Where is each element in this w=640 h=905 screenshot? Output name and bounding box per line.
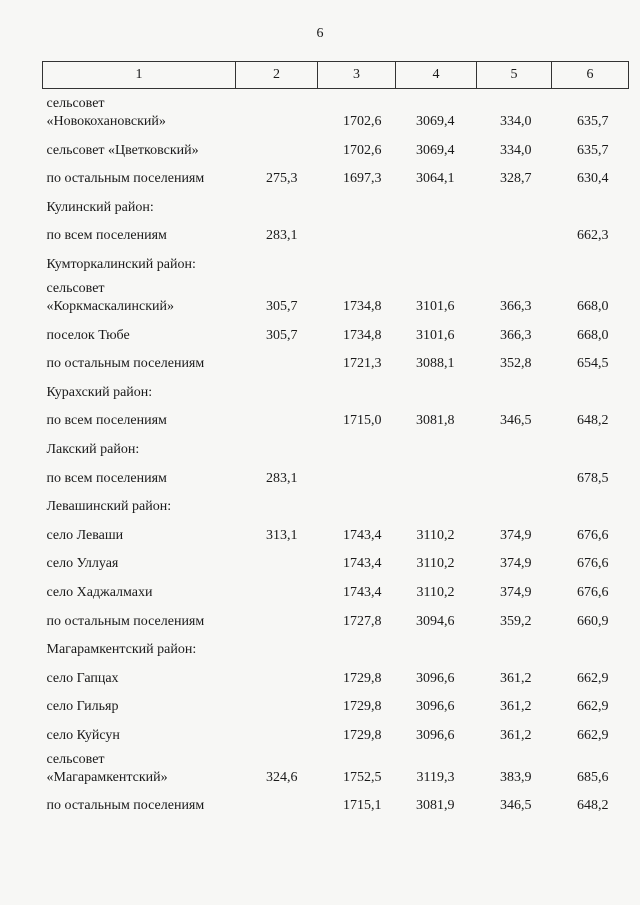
table-row [43,787,629,816]
table-row [43,131,629,160]
table-row [43,274,629,316]
value-col5-cell: 346,5 [500,798,532,814]
settlement-name-cell: сельсовет «Коркмаскалинский» [46,280,175,314]
value-col2-cell [236,787,318,816]
value-col4-cell: 3101,6 [416,298,455,314]
settlement-name-cell: Лакский район: [46,441,140,457]
value-col4-cell: 3119,3 [416,769,455,785]
value-col2-cell [236,602,318,631]
table-row [43,345,629,374]
value-col2-cell [236,131,318,160]
value-col5-cell: 374,9 [500,527,532,543]
value-col6-cell: 668,0 [577,327,609,343]
value-col4-cell [396,217,477,246]
value-col2-cell [236,659,318,688]
value-col4-cell [396,488,477,517]
value-col6-cell [552,488,629,517]
settlement-name-cell: Левашинский район: [46,499,172,515]
value-col6-cell: 635,7 [577,142,609,158]
value-col3-cell: 1729,8 [343,727,382,743]
value-col4-cell: 3064,1 [416,171,455,187]
value-col5-cell [477,245,552,274]
table-row [43,573,629,602]
settlement-name-cell: Кулинский район: [46,199,154,215]
settlement-name-cell: сельсовет «Магарамкентский» [46,751,168,785]
value-col5-cell: 346,5 [500,413,532,429]
page-number: 6 [316,26,324,41]
value-col3-cell [318,188,396,217]
value-col2-cell [236,430,318,459]
value-col6-cell: 676,6 [577,527,609,543]
column-header-3: 3 [318,62,396,89]
settlement-name-cell: село Леваши [46,527,124,543]
tariff-table [42,61,629,815]
value-col3-cell [318,459,396,488]
value-col5-cell [477,373,552,402]
value-col2-cell: 283,1 [266,470,298,486]
value-col3-cell: 1721,3 [343,356,382,372]
value-col3-cell: 1743,4 [343,584,382,600]
value-col6-cell: 660,9 [577,613,609,629]
value-col6-cell [552,188,629,217]
value-col5-cell: 359,2 [500,613,532,629]
value-col6-cell: 685,6 [577,769,609,785]
settlement-name-cell: сельсовет «Новокохановский» [46,96,166,129]
value-col2-cell [236,373,318,402]
settlement-name-cell: село Гильяр [46,699,119,715]
table-row [43,89,629,132]
value-col5-cell [477,430,552,459]
value-col6-cell: 678,5 [577,470,609,486]
value-col6-cell: 676,6 [577,556,609,572]
settlement-name-cell: Курахский район: [46,384,153,400]
value-col3-cell [318,631,396,660]
value-col3-cell [318,217,396,246]
value-col6-cell: 662,9 [577,699,609,715]
value-col4-cell [396,459,477,488]
value-col5-cell: 352,8 [500,356,532,372]
value-col2-cell [236,488,318,517]
value-col5-cell: 328,7 [500,171,532,187]
value-col2-cell: 283,1 [266,228,298,244]
value-col4-cell: 3110,2 [416,556,455,572]
value-col4-cell: 3081,8 [416,413,455,429]
value-col5-cell: 374,9 [500,584,532,600]
value-col4-cell: 3101,6 [416,327,455,343]
table-row [43,459,629,488]
table-row [43,745,629,787]
column-header-1: 1 [43,62,236,89]
value-col6-cell [552,631,629,660]
value-col3-cell: 1702,6 [343,142,382,158]
value-col3-cell: 1752,5 [343,769,382,785]
value-col3-cell [318,373,396,402]
value-col3-cell [318,245,396,274]
table-row [43,716,629,745]
table-row [43,516,629,545]
settlement-name-cell: по всем поселениям [46,228,167,244]
value-col5-cell [477,631,552,660]
settlement-name-cell: село Гапцах [46,670,119,686]
table-row [43,688,629,717]
table-row [43,488,629,517]
settlement-name-cell: по остальным поселениям [46,356,205,372]
settlement-name-cell: поселок Тюбе [46,327,130,343]
value-col6-cell: 630,4 [577,171,609,187]
value-col5-cell [477,188,552,217]
settlement-name-cell: село Хаджалмахи [46,584,153,600]
value-col2-cell [236,245,318,274]
table-row [43,631,629,660]
value-col4-cell: 3096,6 [416,699,455,715]
settlement-name-cell: по остальным поселениям [46,613,205,629]
value-col2-cell: 305,7 [266,327,298,343]
value-col2-cell: 324,6 [266,769,298,785]
value-col4-cell [396,430,477,459]
value-col4-cell [396,373,477,402]
column-header-6: 6 [552,62,629,89]
value-col6-cell: 648,2 [577,413,609,429]
value-col6-cell: 668,0 [577,298,609,314]
table-body [43,89,629,816]
value-col2-cell [236,688,318,717]
value-col2-cell [236,89,318,132]
value-col4-cell: 3081,9 [416,798,455,814]
value-col5-cell [477,488,552,517]
value-col3-cell: 1729,8 [343,670,382,686]
value-col6-cell [552,245,629,274]
value-col5-cell: 366,3 [500,298,532,314]
header-row [43,62,629,89]
settlement-name-cell: Магарамкентский район: [46,642,197,658]
settlement-name-cell: сельсовет «Цветковский» [46,142,199,158]
column-header-2: 2 [236,62,318,89]
settlement-name-cell: по всем поселениям [46,413,167,429]
value-col6-cell: 662,9 [577,727,609,743]
table-row [43,402,629,431]
value-col4-cell: 3069,4 [416,142,455,158]
table-row [43,659,629,688]
value-col6-cell: 662,9 [577,670,609,686]
value-col4-cell: 3088,1 [416,356,455,372]
value-col6-cell [552,373,629,402]
value-col5-cell: 383,9 [500,769,532,785]
table-row [43,160,629,189]
value-col3-cell: 1734,8 [343,327,382,343]
table-row [43,373,629,402]
value-col5-cell: 366,3 [500,327,532,343]
value-col5-cell [477,217,552,246]
value-col4-cell: 3096,6 [416,727,455,743]
value-col3-cell: 1729,8 [343,699,382,715]
value-col6-cell: 662,3 [577,228,609,244]
value-col4-cell [396,631,477,660]
settlement-name-cell: Кумторкалинский район: [46,256,196,272]
table-row [43,245,629,274]
value-col6-cell: 648,2 [577,798,609,814]
value-col2-cell [236,345,318,374]
value-col3-cell: 1715,0 [343,413,382,429]
value-col6-cell: 676,6 [577,584,609,600]
value-col3-cell: 1727,8 [343,613,382,629]
value-col3-cell [318,430,396,459]
value-col2-cell: 275,3 [266,171,298,187]
settlement-name-cell: по остальным поселениям [46,798,205,814]
value-col4-cell: 3110,2 [416,527,455,543]
value-col4-cell: 3110,2 [416,584,455,600]
settlement-name-cell: село Уллуая [46,556,119,572]
column-header-4: 4 [396,62,477,89]
table-row [43,217,629,246]
value-col3-cell: 1697,3 [343,171,382,187]
value-col5-cell: 361,2 [500,699,532,715]
value-col5-cell [477,459,552,488]
value-col4-cell: 3094,6 [416,613,455,629]
column-header-5: 5 [477,62,552,89]
value-col6-cell: 654,5 [577,356,609,372]
value-col5-cell: 361,2 [500,727,532,743]
value-col4-cell [396,245,477,274]
settlement-name-cell: по остальным поселениям [46,171,205,187]
value-col2-cell [236,573,318,602]
table-row [43,430,629,459]
value-col4-cell: 3069,4 [416,114,455,129]
value-col3-cell [318,488,396,517]
table-row [43,545,629,574]
table-row [43,188,629,217]
value-col6-cell [552,430,629,459]
value-col3-cell: 1715,1 [343,798,382,814]
value-col2-cell [236,545,318,574]
value-col3-cell: 1702,6 [343,114,382,129]
value-col2-cell [236,188,318,217]
table-row [43,602,629,631]
value-col4-cell: 3096,6 [416,670,455,686]
settlement-name-cell: по всем поселениям [46,470,167,486]
value-col5-cell: 334,0 [500,142,532,158]
value-col5-cell: 374,9 [500,556,532,572]
value-col4-cell [396,188,477,217]
value-col6-cell: 635,7 [577,114,609,129]
settlement-name-cell: село Куйсун [46,727,120,743]
value-col5-cell: 361,2 [500,670,532,686]
value-col2-cell [236,716,318,745]
value-col5-cell: 334,0 [500,114,532,129]
value-col2-cell [236,631,318,660]
value-col3-cell: 1743,4 [343,556,382,572]
value-col3-cell: 1743,4 [343,527,382,543]
value-col2-cell: 313,1 [266,527,298,543]
value-col3-cell: 1734,8 [343,298,382,314]
value-col2-cell [236,402,318,431]
table-row [43,316,629,345]
value-col2-cell: 305,7 [266,298,298,314]
